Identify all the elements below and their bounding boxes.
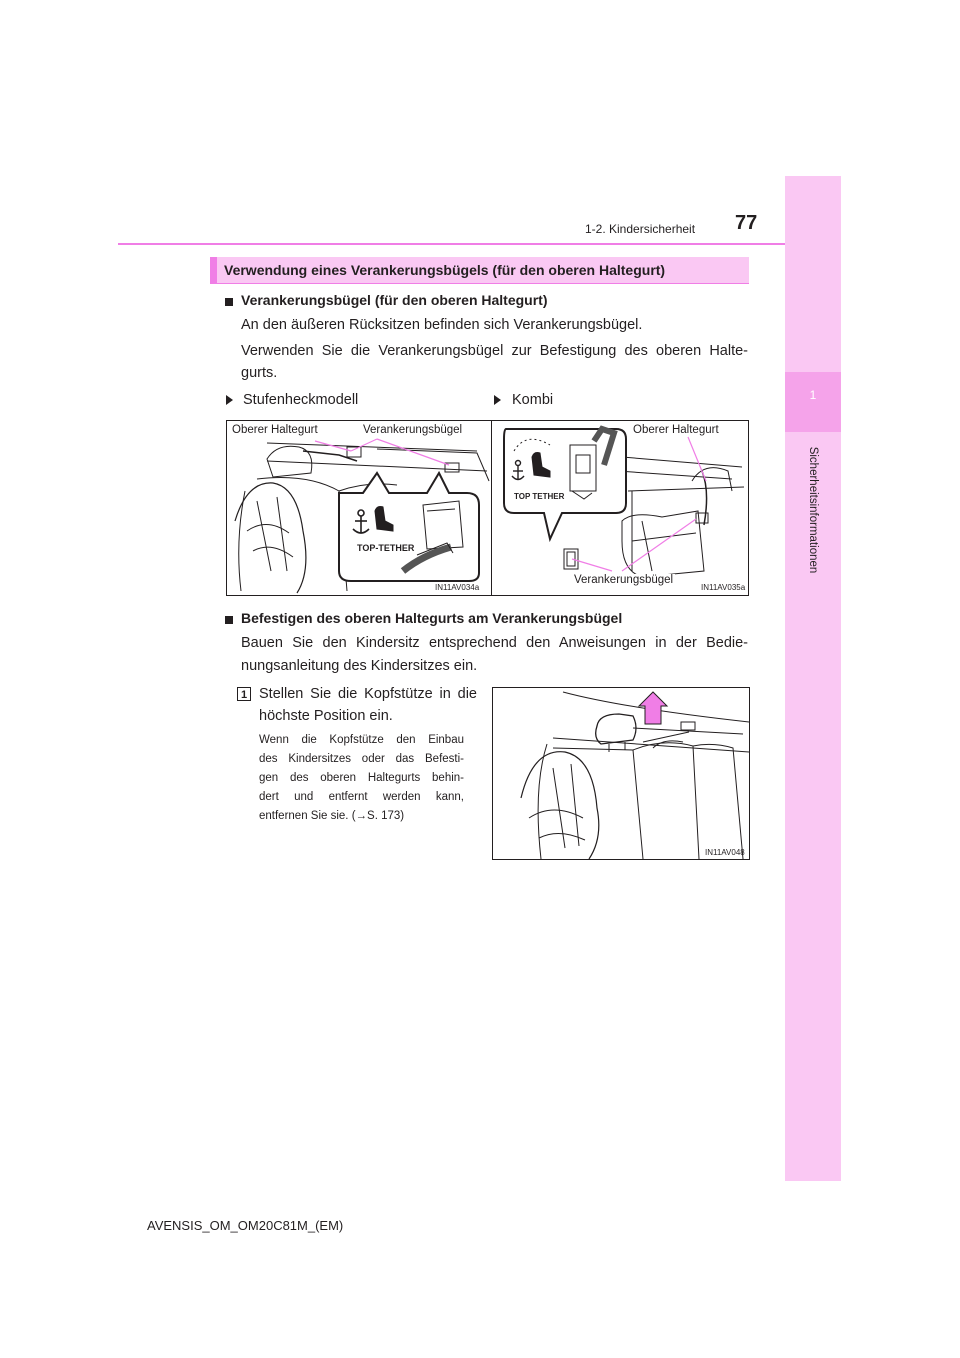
paragraph-3-line-2: nungsanleitung des Kindersitzes ein. [241,658,478,674]
figure-sedan-top-tether [226,420,492,596]
paragraph-3-line-1: Bauen Sie den Kindersitz entsprechend den Anweisungen in der Bedie- [241,635,748,651]
document-footer-code: AVENSIS_OM_OM20C81M_(EM) [147,1218,344,1233]
callout-bracket-left: Verankerungsbügel [363,424,463,436]
step-1-note-line-4: dert und entfernt werden kann, [259,791,464,803]
callout-bracket-right: Verankerungsbügel [574,574,674,586]
figure-code-right: IN11AV035a [701,583,746,592]
triangle-bullet-icon [226,395,233,405]
triangle-bullet-icon [494,395,501,405]
step-1-text-line-1: Stellen Sie die Kopfstütze in die [259,686,477,702]
section-heading-underline [210,283,749,284]
section-reference: 1-2. Kindersicherheit [585,222,696,236]
figure-headrest-raise [492,687,750,860]
step-number-box: 1 [237,687,251,701]
header-divider [118,243,785,245]
figure-title-right: Kombi [512,392,554,408]
subsection-title-1: Verankerungsbügel (für den oberen Haltegurt) [241,292,548,308]
figure-sedan-illustration [227,421,491,595]
side-tab-strip [785,176,841,1181]
square-bullet-icon [225,616,233,624]
side-tab-chapter-number: 1 [809,388,817,402]
callout-strap-right: Oberer Haltegurt [633,424,719,436]
step-1-text-line-2: höchste Position ein. [259,708,393,724]
square-bullet-icon [225,298,233,306]
figure-wagon-top-tether [491,420,749,596]
top-tether-sign-left: TOP-TETHER [357,543,415,553]
step-1-note-line-5: entfernen Sie sie. (→S. 173) [259,810,405,822]
side-tab-chapter-title: Sicherheitsinformationen [807,446,819,574]
paragraph-2-line-1: Verwenden Sie die Verankerungsbügel zur Befestigung des oberen Halte- [241,343,748,359]
figure-code-step1: IN11AV048 [705,848,745,857]
page-number: 77 [735,212,758,234]
figure-code-left: IN11AV034a [435,583,480,592]
section-heading: Verwendung eines Verankerungsbügels (für den oberen Haltegurt) [224,262,666,278]
top-tether-sign-right: TOP TETHER [514,492,565,501]
figure-title-left: Stufenheckmodell [243,392,359,408]
step-1-note-line-1: Wenn die Kopfstütze den Einbau [259,734,464,746]
figure-wagon-illustration [492,421,748,595]
callout-strap-left: Oberer Haltegurt [232,424,318,436]
subsection-title-2: Befestigen des oberen Haltegurts am Verankerungsbügel [241,610,623,626]
step-1-note-line-3: gen des oberen Haltegurts behin- [259,772,464,784]
side-tab-active-chapter[interactable] [785,372,841,432]
paragraph-1: An den äußeren Rücksitzen befinden sich Verankerungsbügel. [241,317,643,333]
figure-headrest-illustration [493,688,749,859]
step-1-note-line-2: des Kindersitzes oder das Befesti- [259,753,464,765]
paragraph-2-line-2: gurts. [241,365,278,381]
